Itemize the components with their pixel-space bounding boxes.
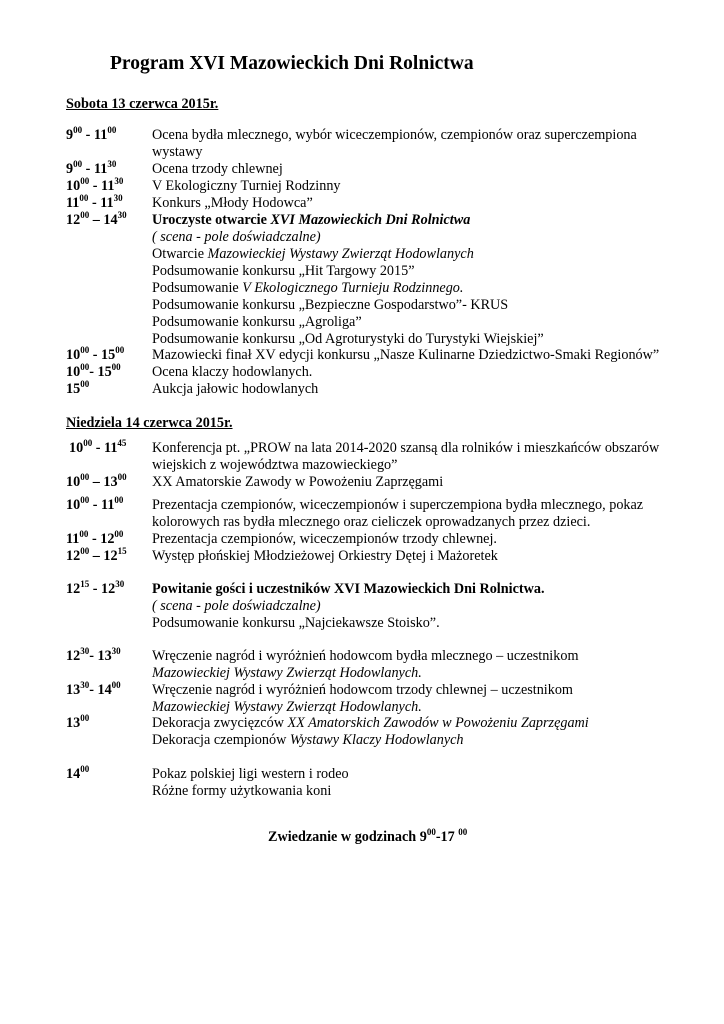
time-range: $13^{00}$ [66,713,90,731]
section-heading-sunday: Niedziela 14 czerwca 2015r. [66,415,233,431]
event-description-opening [152,212,687,229]
event-description: Wręczenie nagród i wyróżnień hodowcom bydła mlecznego – uczestnikom [152,648,579,664]
event-location: ( scena - pole doświadczalne) [152,598,321,614]
event-subitem: Podsumowanie konkursu „Najciekawsze Stoisko”. [152,615,440,631]
event-subitem: Podsumowanie konkursu „Agroliga” [152,314,362,330]
visiting-hours: Zwiedzanie w godzinach $9^{00}-17$ $^{00}$ [268,827,468,845]
time-range: $12^{00} - 12^{15}$ [66,546,127,564]
event-title-italic: XVI Mazowieckich Dni Rolnictwa [270,212,471,228]
event-subitem: Mazowieckiej Wystawy Zwierząt Hodowlanych. [152,665,422,681]
event-description: Dekoracja zwycięzców XX Amatorskich Zawodów w Powożeniu Zaprzęgami [152,715,589,731]
event-subitem: Mazowieckiej Wystawy Zwierząt Hodowlanych. [152,699,422,715]
event-description: Mazowiecki finał XV edycji konkursu „Nasze Kulinarne Dziedzictwo-Smaki Regionów” [152,347,660,363]
event-description: Pokaz polskiej ligi western i rodeo [152,766,349,782]
time-range: $10^{00} - 15^{00}$ [66,345,125,363]
event-subitem: Podsumowanie V Ekologicznego Turnieju Rodzinnego. [152,280,464,296]
event-description: Ocena bydła mlecznego, wybór wiceczempionów, czempionów oraz superczempiona wystawy [152,127,637,160]
time-range: $15^{00}$ [66,379,90,397]
event-location: ( scena - pole doświadczalne) [152,229,321,245]
event-description: Aukcja jałowic hodowlanych [152,381,319,397]
page-title: Program XVI Mazowieckich Dni Rolnictwa [110,53,474,74]
time-range: $9^{00} - 11^{00}$ [66,125,117,143]
time-range: $10^{00} - 13^{00}$ [66,472,127,490]
time-range: $12^{30}-$ $13^{30}$ [66,646,121,664]
time-range: $10^{00} - 11^{30}$ [66,176,124,194]
event-description: XX Amatorskie Zawody w Powożeniu Zaprzęgami [152,474,444,490]
event-description: V Ekologiczny Turniej Rodzinny [152,178,341,194]
event-description: Konferencja pt. „PROW na lata 2014-2020 szansą dla rolników i mieszkańców obszarów wiejskich z województwa mazowieckiego” [152,440,660,473]
time-range: $9^{00} - 11^{30}$ [66,159,117,177]
time-range: $13^{30}-$ $14^{00}$ [66,680,121,698]
event-description: Prezentacja czempionów, wiceczempionów trzody chlewnej. [152,531,497,547]
section-heading-saturday: Sobota 13 czerwca 2015r. [66,96,219,112]
event-subitem: Podsumowanie konkursu „Bezpieczne Gospodarstwo”- KRUS [152,297,509,313]
event-description: Ocena klaczy hodowlanych. [152,364,313,380]
event-title: Powitanie gości i uczestników XVI Mazowieckich Dni Rolnictwa. [152,581,545,597]
event-subitem: Różne formy użytkowania koni [152,783,332,799]
event-subitem: Otwarcie Mazowieckiej Wystawy Zwierząt Hodowlanych [152,246,474,262]
time-range: $11^{00} - 11^{30}$ [66,193,123,211]
time-range: $10^{00} - 11^{45}$ [69,438,127,456]
time-range: $11^{00} - 12^{00}$ [66,529,124,547]
event-description: Prezentacja czempionów, wiceczempionów i superczempiona bydła mlecznego, pokaz kolorowych ras bydła mlecznego oraz cieliczek oprowadzanych przez dzieci. [152,497,644,530]
event-description: Ocena trzody chlewnej [152,161,283,177]
time-range: $12^{15} - 12^{30}$ [66,579,125,597]
event-description: Występ płońskiej Młodzieżowej Orkiestry Dętej i Mażoretek [152,548,498,564]
event-description: Konkurs „Młody Hodowca” [152,195,313,211]
time-range: $10^{00} - 11^{00}$ [66,495,124,513]
time-range: $14^{00}$ [66,764,90,782]
event-title: Uroczyste otwarcie [152,212,271,228]
event-subitem: Dekoracja czempionów Wystawy Klaczy Hodowlanych [152,732,464,748]
time-range: $10^{00}-$ $15^{00}$ [66,362,121,380]
event-subitem: Podsumowanie konkursu „Od Agroturystyki do Turystyki Wiejskiej” [152,331,544,347]
event-description: Wręczenie nagród i wyróżnień hodowcom trzody chlewnej – uczestnikom [152,682,573,698]
event-subitem: Podsumowanie konkursu „Hit Targowy 2015” [152,263,415,279]
time-range: $12^{00} - 14^{30}$ [66,210,127,228]
